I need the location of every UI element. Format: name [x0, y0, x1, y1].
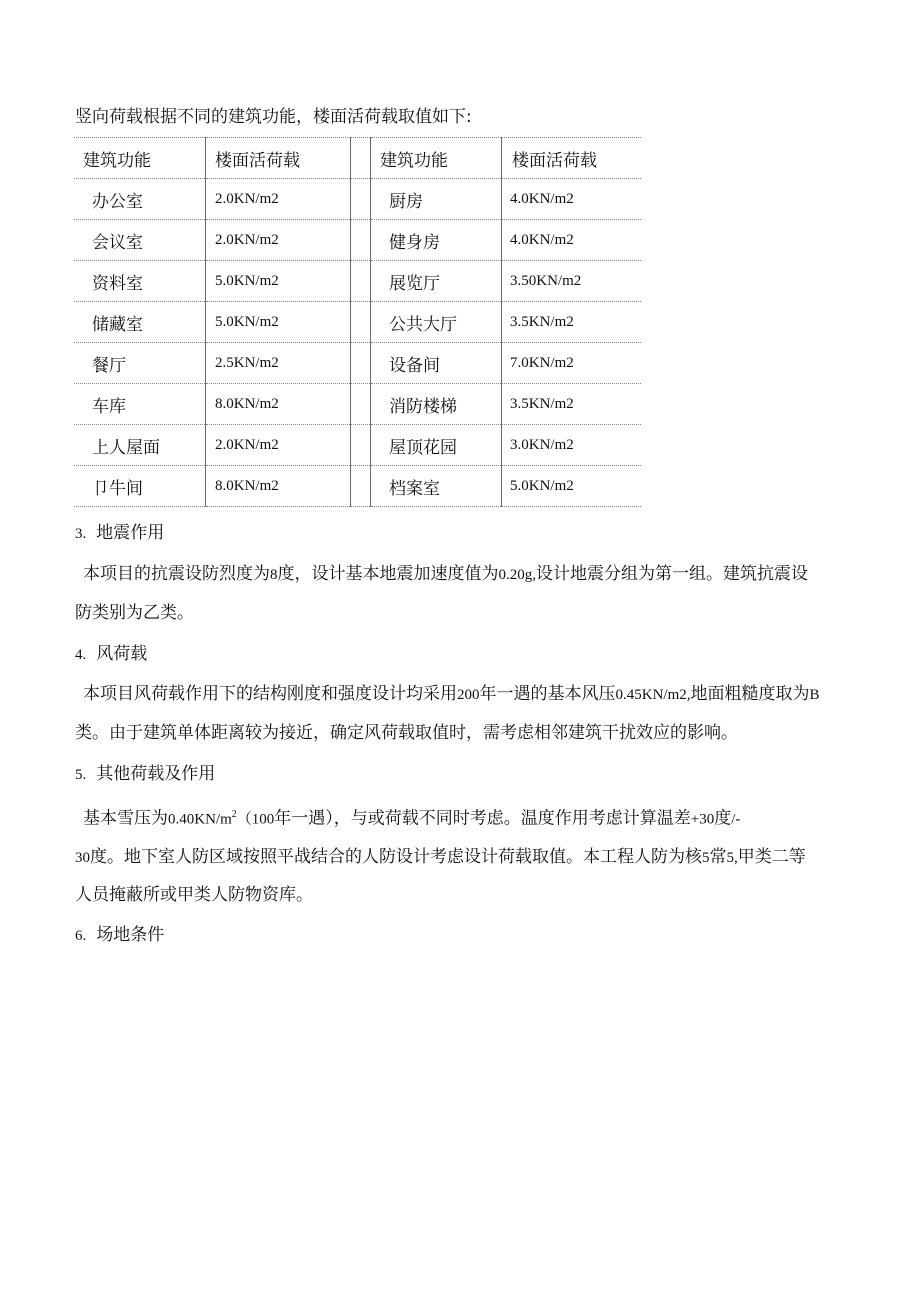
section-5-heading [75, 762, 215, 787]
column-gap [351, 220, 371, 261]
superscript: 2 [231, 809, 237, 820]
text: 甲类二等 [737, 847, 806, 867]
section-3-paragraph-line-2: 防类别为乙类。 [75, 603, 194, 623]
header-function-1: 建筑功能 [74, 138, 206, 179]
header-load-1: 楼面活荷载 [206, 138, 351, 179]
value: 30 [75, 850, 90, 866]
building-function-cell: 公共大厅 [371, 302, 502, 343]
section-title: 风荷载 [96, 644, 148, 664]
building-function-cell: 车库 [74, 384, 206, 425]
building-function-cell: 办公室 [74, 179, 206, 220]
value: （100 [236, 811, 275, 828]
value: B [809, 687, 820, 703]
text: 本项目风荷载作用下的结构刚度和强度设计均采用 [83, 684, 457, 704]
header-load-2: 楼面活荷载 [502, 138, 642, 179]
building-function-cell: 设备间 [371, 343, 502, 384]
section-title: 场地条件 [96, 925, 165, 945]
section-number: 3. [75, 526, 87, 542]
building-function-cell: 卩牛间 [74, 466, 206, 507]
live-load-cell: 3.5KN/m2 [502, 302, 642, 343]
text: 常 [709, 847, 727, 867]
section-number: 6. [75, 928, 87, 944]
table-row [74, 220, 641, 261]
building-function-cell: 资料室 [74, 261, 206, 302]
value: 8 [270, 567, 278, 583]
live-load-cell: 3.50KN/m2 [502, 261, 642, 302]
building-function-cell: 消防楼梯 [371, 384, 502, 425]
floor-live-load-table [74, 137, 641, 507]
section-3-paragraph-line-1 [83, 562, 903, 587]
live-load-cell: 5.0KN/m2 [206, 261, 351, 302]
column-gap [351, 466, 371, 507]
value: 0.45KN/m2, [615, 687, 691, 703]
section-title: 地震作用 [96, 523, 165, 543]
live-load-cell: 2.0KN/m2 [206, 179, 351, 220]
text: 本项目的抗震设防烈度为 [83, 564, 270, 584]
text: 年一遇），与或荷载不同时考虑。温度作用考虑计算温差 [274, 808, 691, 829]
column-gap [351, 343, 371, 384]
text: 度。地下室人防区域按照平战结合的人防设计考虑设计荷载取值。本工程人防为核 [90, 847, 702, 867]
building-function-cell: 储藏室 [74, 302, 206, 343]
building-function-cell: 厨房 [371, 179, 502, 220]
table-row [74, 384, 641, 425]
table-row [74, 466, 641, 507]
text: 基本雪压为 [83, 808, 168, 829]
column-gap [351, 261, 371, 302]
section-number: 5. [75, 767, 87, 783]
value: 0.40KN/m [168, 811, 232, 828]
column-gap [351, 179, 371, 220]
text: 年一遇的基本风压 [479, 684, 616, 704]
value: +30 [690, 811, 715, 828]
section-4-paragraph-line-1 [83, 682, 903, 707]
building-function-cell: 档案室 [371, 466, 502, 507]
value: 5, [726, 850, 738, 866]
table-row [74, 302, 641, 343]
section-5-paragraph-line-2 [75, 845, 895, 870]
live-load-cell: 2.0KN/m2 [206, 220, 351, 261]
section-4-paragraph-line-2: 类。由于建筑单体距离较为接近，确定风荷载取值时，需考虑相邻建筑干扰效应的影响。 [75, 723, 738, 743]
building-function-cell: 健身房 [371, 220, 502, 261]
section-6-heading [75, 923, 164, 948]
text: 设计地震分组为第一组。建筑抗震设 [536, 564, 808, 584]
text: 度，设计基本地震加速度值为 [277, 564, 499, 584]
live-load-cell: 4.0KN/m2 [502, 220, 642, 261]
building-function-cell: 餐厅 [74, 343, 206, 384]
live-load-cell: 4.0KN/m2 [502, 179, 642, 220]
text: 地面粗糙度取为 [690, 684, 810, 704]
live-load-cell: 8.0KN/m2 [206, 384, 351, 425]
text: 度 [714, 808, 732, 829]
building-function-cell: 上人屋面 [74, 425, 206, 466]
section-3-heading [75, 521, 164, 546]
table-header-row [74, 138, 641, 179]
column-gap [351, 384, 371, 425]
live-load-cell: 2.0KN/m2 [206, 425, 351, 466]
table-row [74, 179, 641, 220]
building-function-cell: 展览厅 [371, 261, 502, 302]
value: /- [731, 811, 741, 828]
live-load-cell: 5.0KN/m2 [206, 302, 351, 343]
column-gap [351, 302, 371, 343]
section-title: 其他荷载及作用 [96, 764, 216, 784]
section-5-paragraph-line-3: 人员掩蔽所或甲类人防物资库。 [75, 885, 313, 905]
value: 0.20g, [498, 567, 536, 583]
live-load-cell: 3.0KN/m2 [502, 425, 642, 466]
table-row [74, 343, 641, 384]
table-row [74, 425, 641, 466]
section-number: 4. [75, 647, 87, 663]
building-function-cell: 会议室 [74, 220, 206, 261]
table-row [74, 261, 641, 302]
column-gap [351, 138, 371, 179]
live-load-cell: 5.0KN/m2 [502, 466, 642, 507]
column-gap [351, 425, 371, 466]
live-load-cell: 3.5KN/m2 [502, 384, 642, 425]
value: 5 [702, 850, 710, 866]
live-load-cell: 8.0KN/m2 [206, 466, 351, 507]
intro-text: 竖向荷载根据不同的建筑功能，楼面活荷载取值如下: [75, 107, 472, 127]
building-function-cell: 屋顶花园 [371, 425, 502, 466]
section-4-heading [75, 642, 147, 667]
live-load-cell: 7.0KN/m2 [502, 343, 642, 384]
value: 200 [457, 687, 480, 703]
live-load-cell: 2.5KN/m2 [206, 343, 351, 384]
header-function-2: 建筑功能 [371, 138, 502, 179]
section-5-paragraph-line-1 [83, 803, 903, 832]
